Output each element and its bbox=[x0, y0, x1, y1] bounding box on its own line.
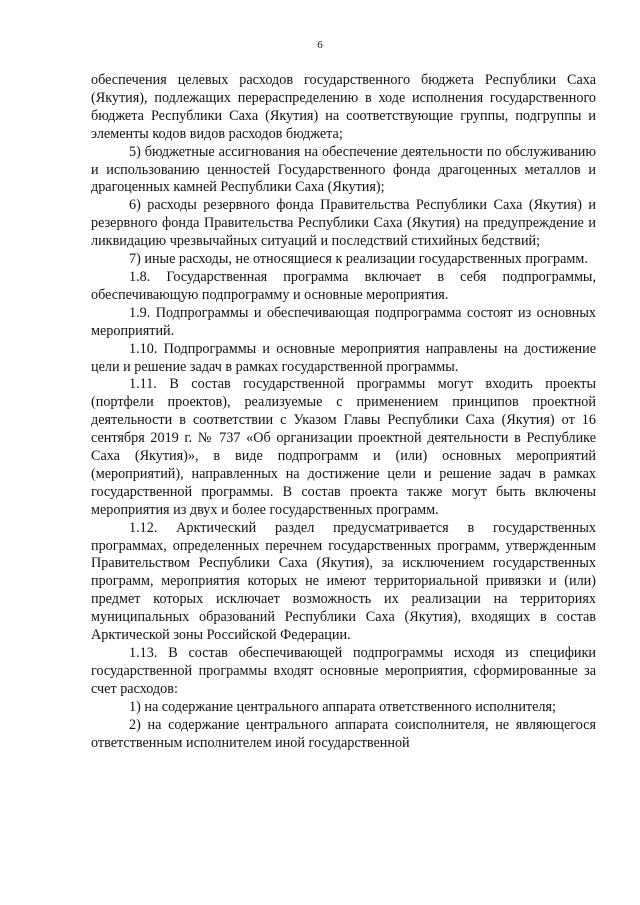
paragraph-1-9: 1.9. Подпрограммы и обеспечивающая подпрограмма состоят из основных мероприятий. bbox=[91, 304, 596, 339]
paragraph-item-6: 6) расходы резервного фонда Правительства Республики Саха (Якутия) и резервного фонда Правительства Республики Саха (Якутия) на предупреждение и ликвидацию чрезвычайных ситуаций и последствий стихийных бедствий; bbox=[91, 197, 596, 250]
paragraph-1-13: 1.13. В состав обеспечивающей подпрограммы исходя из специфики государственной программы входят основные мероприятия, сформированные за счет расходов: bbox=[91, 645, 596, 697]
paragraph-funding-targets: обеспечения целевых расходов государственного бюджета Республики Саха (Якутия), подлежащих перераспределению в ходе исполнения государственного бюджета Республики Саха (Якутия) на соответствующие группы, подгруппы и элементы кодов видов расходов бюджета; bbox=[91, 72, 596, 142]
paragraph-item-7: 7) иные расходы, не относящиеся к реализации государственных программ. bbox=[129, 251, 588, 268]
paragraph-1-10: 1.10. Подпрограммы и основные мероприятия направлены на достижение цели и решение задач в рамках государственной программы. bbox=[91, 340, 596, 375]
paragraph-1-13-item-1: 1) на содержание центрального аппарата ответственного исполнителя; bbox=[129, 698, 556, 715]
paragraph-1-12: 1.12. Арктический раздел предусматривается в государственных программах, определенных перечнем государственных программ, утвержденным Правительством Республики Саха (Якутия), за исключением государственных программ, мероприятия которых не имеют территориальной привязки и (или) предмет которых исключает возможность их реализации на территориях муниципальных образований Республики Саха (Якутия), входящих в состав Арктической зоны Российской Федерации. bbox=[91, 519, 596, 644]
paragraph-1-13-item-2: 2) на содержание центрального аппарата соисполнителя, не являющегося ответственным исполнителем иной государственной bbox=[91, 716, 596, 751]
document-body bbox=[91, 72, 596, 752]
page-number: 6 bbox=[317, 39, 323, 51]
paragraph-1-11: 1.11. В состав государственной программы могут входить проекты (портфели проектов), реализуемые с применением принципов проектной деятельности в соответствии с Указом Главы Республики Саха (Якутия) от 16 сентября 2019 г. № 737 «Об организации проектной деятельности в Республике Саха (Якутия)», в виде подпрограмм и (или) основных мероприятий (мероприятий), направленных на достижение цели и решение задач в рамках государственной программы. В состав проекта также могут быть включены мероприятия из двух и более государственных программ. bbox=[91, 376, 596, 518]
paragraph-item-5: 5) бюджетные ассигнования на обеспечение деятельности по обслуживанию и использованию ценностей Государственного фонда драгоценных металлов и драгоценных камней Республики Саха (Якутия); bbox=[91, 143, 596, 196]
paragraph-1-8: 1.8. Государственная программа включает в себя подпрограммы, обеспечивающую подпрограмму и основные мероприятия. bbox=[91, 268, 596, 303]
